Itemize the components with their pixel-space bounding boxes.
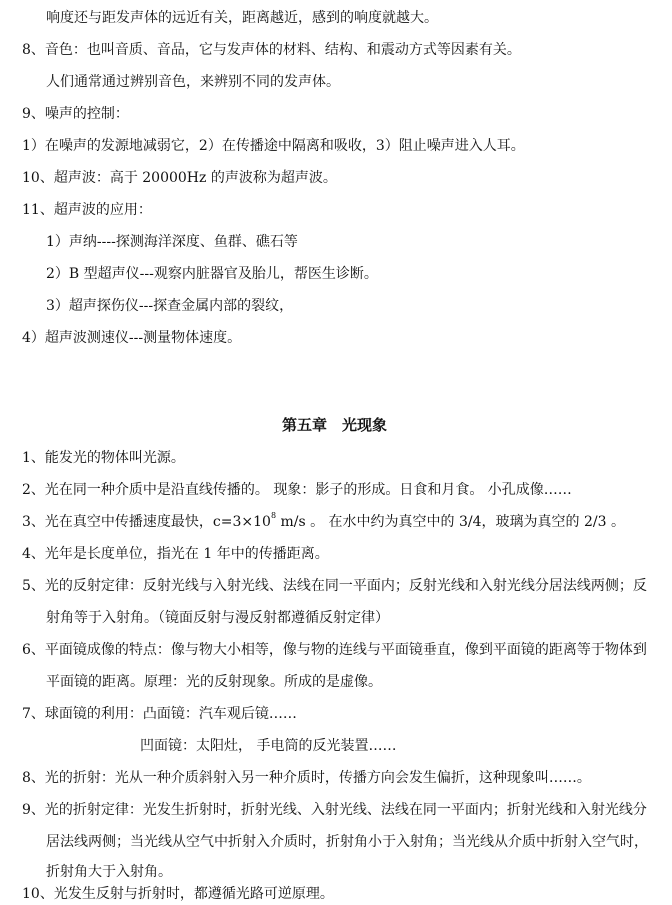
- text-line: 1、能发光的物体叫光源。: [22, 450, 185, 466]
- text-line: 4、光年是长度单位，指光在 1 年中的传播距离。: [22, 546, 329, 562]
- text-line: 2、光在同一种介质中是沿直线传播的。 现象：影子的形成。日食和月食。 小孔成像……: [22, 482, 572, 498]
- text-line: 折射角大于入射角。: [46, 864, 172, 880]
- text-line: 10、光发生反射与折射时，都遵循光路可逆原理。: [22, 886, 334, 902]
- text-line: 1）在噪声的发源地减弱它，2）在传播途中隔离和吸收，3）阻止噪声进入人耳。: [22, 138, 525, 154]
- text-line: 平面镜的距离。原理：光的反射现象。所成的是虚像。: [46, 674, 382, 690]
- chapter-title: 第五章 光现象: [282, 416, 388, 434]
- text-line: 5、光的反射定律：反射光线与入射光线、法线在同一平面内；反射光线和入射光线分居法线两侧；反: [22, 578, 647, 594]
- text-line: 8、光的折射：光从一种介质斜射入另一种介质时，传播方向会发生偏折，这种现象叫……。: [22, 770, 591, 786]
- text-line: [22, 512, 625, 532]
- text-line: 居法线两侧；当光线从空气中折射入介质时，折射角小于入射角；当光线从介质中折射入空气时，: [46, 834, 648, 850]
- text-line: 1）声纳----探测海洋深度、鱼群、礁石等: [46, 234, 298, 250]
- text-line: 6、平面镜成像的特点：像与物大小相等，像与物的连线与平面镜垂直，像到平面镜的距离等于物体到: [22, 642, 647, 658]
- text-line: 凹面镜：太阳灶， 手电筒的反光装置……: [140, 738, 397, 754]
- exponent: 8: [270, 511, 277, 520]
- text-line: 3）超声探伤仪---探查金属内部的裂纹，: [46, 298, 294, 314]
- text-line: 11、超声波的应用：: [22, 202, 152, 218]
- text-line: 射角等于入射角。（镜面反射与漫反射都遵循反射定律）: [46, 610, 389, 626]
- text-line: 7、球面镜的利用：凸面镜：汽车观后镜……: [22, 706, 297, 722]
- text-line: 9、噪声的控制：: [22, 106, 129, 122]
- text-line: 人们通常通过辨别音色，来辨别不同的发声体。: [46, 74, 340, 90]
- text-line: 10、超声波：高于 20000Hz 的声波称为超声波。: [22, 170, 337, 186]
- text-segment: m/s 。 在水中约为真空中的 3/4，玻璃为真空的 2/3 。: [276, 514, 625, 530]
- text-line: 9、光的折射定律：光发生折射时，折射光线、入射光线、法线在同一平面内；折射光线和入射光线分: [22, 802, 647, 818]
- text-line: 响度还与距发声体的远近有关，距离越近，感到的响度就越大。: [46, 10, 438, 26]
- text-line: 2）B 型超声仪---观察内脏器官及胎儿，帮医生诊断。: [46, 266, 378, 282]
- text-line: 4）超声波测速仪---测量物体速度。: [22, 330, 242, 346]
- text-segment: 3、光在真空中传播速度最快，c=3×10: [22, 514, 271, 530]
- text-line: 8、音色：也叫音质、音品，它与发声体的材料、结构、和震动方式等因素有关。: [22, 42, 521, 58]
